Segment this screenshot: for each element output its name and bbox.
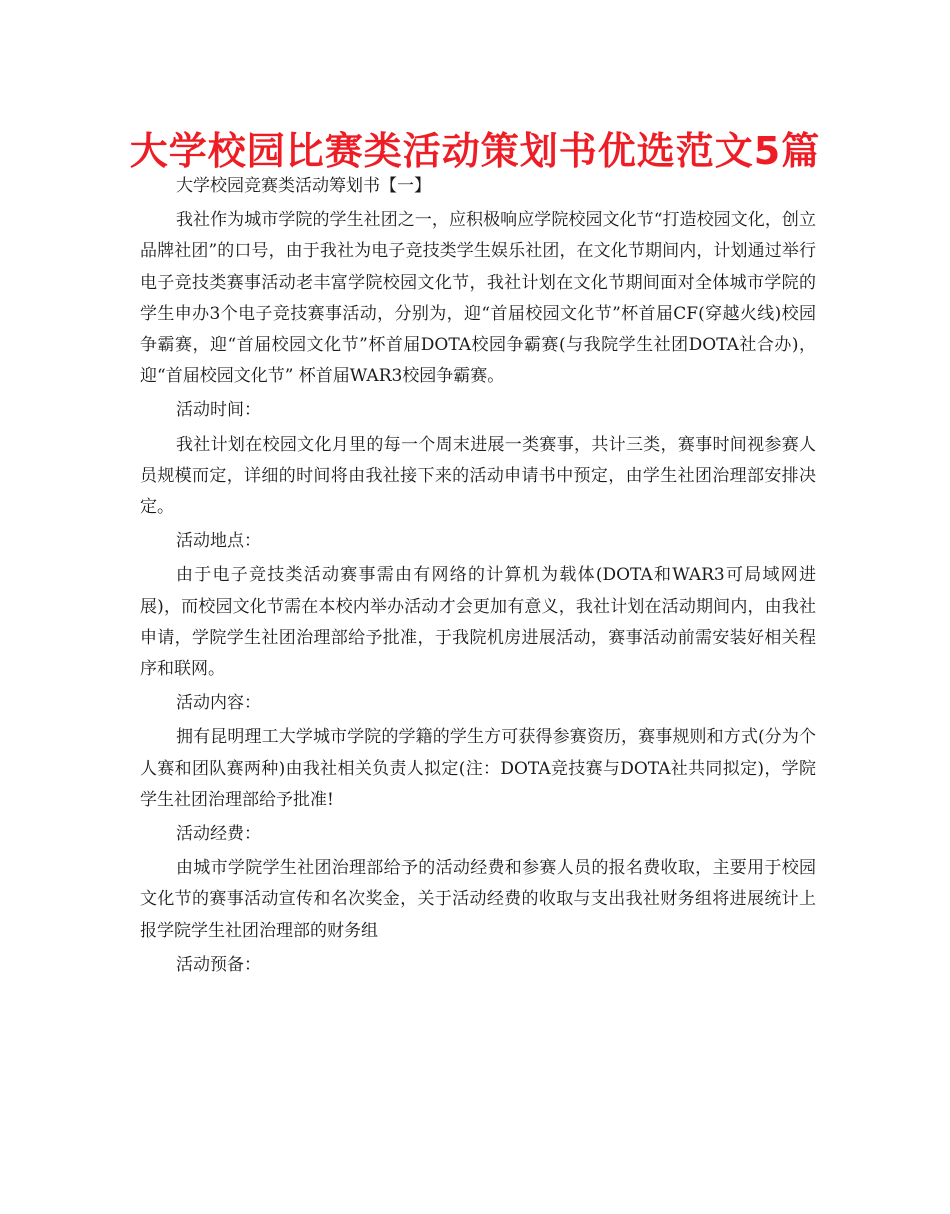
section-subtitle: 大学校园竞赛类活动筹划书【一】 xyxy=(176,176,431,196)
paragraph-activity-content: 拥有昆明理工大学城市学院的学籍的学生方可获得参赛资历，赛事规则和方式(分为个人赛和团队赛两种)由我社相关负责人拟定(注：DOTA竞技赛与DOTA社共同拟定)，学院学生社团治理部给予批准! xyxy=(140,727,816,810)
intro-paragraph: 我社作为城市学院的学生社团之一，应积极响应学院校园文化节“打造校园文化，创立品牌社团”的口号，由于我社为电子竞技类学生娱乐社团，在文化节期间内，计划通过举行电子竞技类赛事活动老丰富学院校园文化节，我社计划在文化节期间面对全体城市学院的学生申办3个电子竞技赛事活动，分别为，迎“首届校园文化节”杯首届CF(穿越火线)校园争霸赛，迎“首届校园文化节”杯首届DOTA校园争霸赛(与我院学生社团DOTA社合办)，迎“首届校园文化节” 杯首届WAR3校园争霸赛。 xyxy=(140,210,816,387)
paragraph-activity-time: 我社计划在校园文化月里的每一个周末进展一类赛事，共计三类，赛事时间视参赛人员规模而定，详细的时间将由我社接下来的活动申请书中预定，由学生社团治理部安排决定。 xyxy=(140,434,816,518)
heading-activity-preparation: 活动预备： xyxy=(176,954,261,975)
paragraph-activity-location: 由于电子竞技类活动赛事需由有网络的计算机为载体(DOTA和WAR3可局域网进展)，而校园文化节需在本校内举办活动才会更加有意义，我社计划在活动期间内，由我社申请，学院学生社团治理部给予批准，于我院机房进展活动，赛事活动前需安装好相关程序和联网。 xyxy=(140,565,816,680)
heading-activity-funding: 活动经费： xyxy=(176,824,261,845)
paragraph-activity-funding: 由城市学院学生社团治理部给予的活动经费和参赛人员的报名费收取，主要用于校园文化节的赛事活动宣传和名次奖金，关于活动经费的收取与支出我社财务组将进展统计上报学院学生社团治理部的财务组 xyxy=(140,858,816,941)
heading-activity-location: 活动地点： xyxy=(176,531,261,552)
heading-activity-time: 活动时间： xyxy=(176,400,261,421)
heading-activity-content: 活动内容： xyxy=(176,693,261,714)
document-title: 大学校园比赛类活动策划书优选范文5篇 xyxy=(129,129,821,173)
document-body xyxy=(140,171,816,984)
